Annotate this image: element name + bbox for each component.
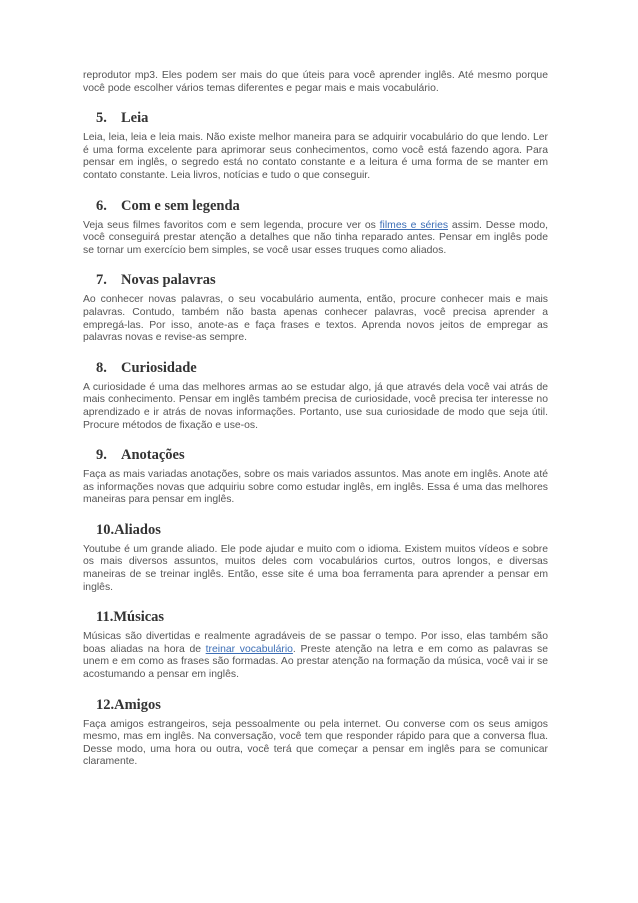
heading-number: 7. [96, 272, 107, 289]
filmes-e-series-link[interactable]: filmes e séries [379, 219, 449, 231]
heading-title: Curiosidade [121, 359, 197, 376]
paragraph-musicas [83, 631, 548, 681]
heading-number: 5. [96, 110, 107, 127]
paragraph-aliados: Youtube é um grande aliado. Ele pode ajudar e muito com o idioma. Existem muitos vídeos e sobre os mais diversos assuntos, muitos deles com vocabulários curtos, outros longos, e diversas maneiras de se treinar inglês. Então, esse site é uma boa ferramenta para aprender a pensar em inglês. [83, 543, 548, 593]
paragraph-anotacoes: Faça as mais variadas anotações, sobre os mais variados assuntos. Mas anote em inglês. Anote até as informações novas que adquiriu sobre como estudar inglês, em inglês. Essa é uma das melhores maneiras para pensar em inglês. [83, 469, 548, 506]
paragraph-text: . Preste atenção na letra e em como as palavras se unem e em como as frases são formadas. Ao prestar atenção na formação da música, você vai ir se acostumando a pensar em inglês. [83, 643, 548, 681]
paragraph-text: Músicas são divertidas e realmente agradáveis de se passar o tempo. Por isso, elas também são boas aliadas na hora de [83, 631, 548, 655]
heading-title: Anotações [121, 447, 185, 464]
heading-com-e-sem-legenda [96, 198, 548, 214]
heading-title: Aliados [114, 521, 161, 538]
heading-curiosidade [96, 360, 548, 376]
paragraph-leia: Leia, leia, leia e leia mais. Não existe melhor maneira para se adquirir vocabulário do que lendo. Ler é uma forma excelente para aprimorar seus conhecimentos, como você está fazendo agora. Para pensar em inglês, o segredo está no contato constante e a leitura é uma forma de se manter em contato constante. Leia livros, notícias e tudo o que conseguir. [83, 132, 548, 181]
paragraph-com-e-sem-legenda [83, 220, 548, 258]
heading-number: 9. [96, 447, 107, 464]
paragraph-curiosidade: A curiosidade é uma das melhores armas ao se estudar algo, já que através dela você vai atrás de mais conhecimento. Pensar em inglês também precisa de curiosidade, você precisa ter interesse no aprendizado e ir atrás de novas informações. Portanto, use sua curiosidade de modo que seja útil. Procure métodos de fixação e use-os. [83, 381, 548, 431]
heading-title: Leia [121, 110, 149, 127]
heading-leia [96, 110, 548, 126]
heading-number: 12. [96, 696, 115, 713]
heading-number: 10. [96, 521, 115, 538]
paragraph-text: Veja seus filmes favoritos com e sem legenda, procure ver os [83, 219, 380, 231]
heading-title: Novas palavras [121, 272, 216, 289]
heading-number: 6. [96, 197, 107, 214]
intro-paragraph: reprodutor mp3. Eles podem ser mais do que úteis para você aprender inglês. Até mesmo porque você pode escolher vários temas diferentes e pegar mais e mais vocabulário. [83, 70, 548, 94]
heading-musicas [96, 609, 548, 625]
heading-title: Amigos [114, 696, 161, 713]
document-page [83, 70, 548, 769]
heading-aliados [96, 522, 548, 538]
heading-number: 8. [96, 359, 107, 376]
paragraph-amigos: Faça amigos estrangeiros, seja pessoalmente ou pela internet. Ou converse com os seus amigos mesmo, mas em inglês. Na conversação, você tem que responder rápido para que a conversa flua. Desse modo, uma hora ou outra, você terá que começar a pensar em inglês para se comunicar claramente. [83, 718, 548, 768]
heading-novas-palavras [96, 272, 548, 288]
heading-anotacoes [96, 447, 548, 463]
heading-title: Músicas [113, 609, 165, 626]
paragraph-text: assim. Desse modo, você conseguirá prestar atenção a detalhes que não tinha reparado antes. Pensar em inglês pode se tornar um exercício bem simples, se você usar esses truques como aliados. [83, 219, 549, 256]
heading-amigos [96, 697, 548, 713]
heading-title: Com e sem legenda [121, 197, 240, 214]
heading-number: 11. [96, 609, 114, 626]
paragraph-novas-palavras: Ao conhecer novas palavras, o seu vocabulário aumenta, então, procure conhecer mais e mais palavras. Contudo, também não basta apenas conhecer palavras, você precisa aprender a empregá-las. Por isso, anote-as e faça frases e textos. Aprenda novos jeitos de empregar as palavras novas e revise-as sempre. [83, 294, 548, 344]
treinar-vocabulario-link[interactable]: treinar vocabulário [205, 643, 293, 655]
